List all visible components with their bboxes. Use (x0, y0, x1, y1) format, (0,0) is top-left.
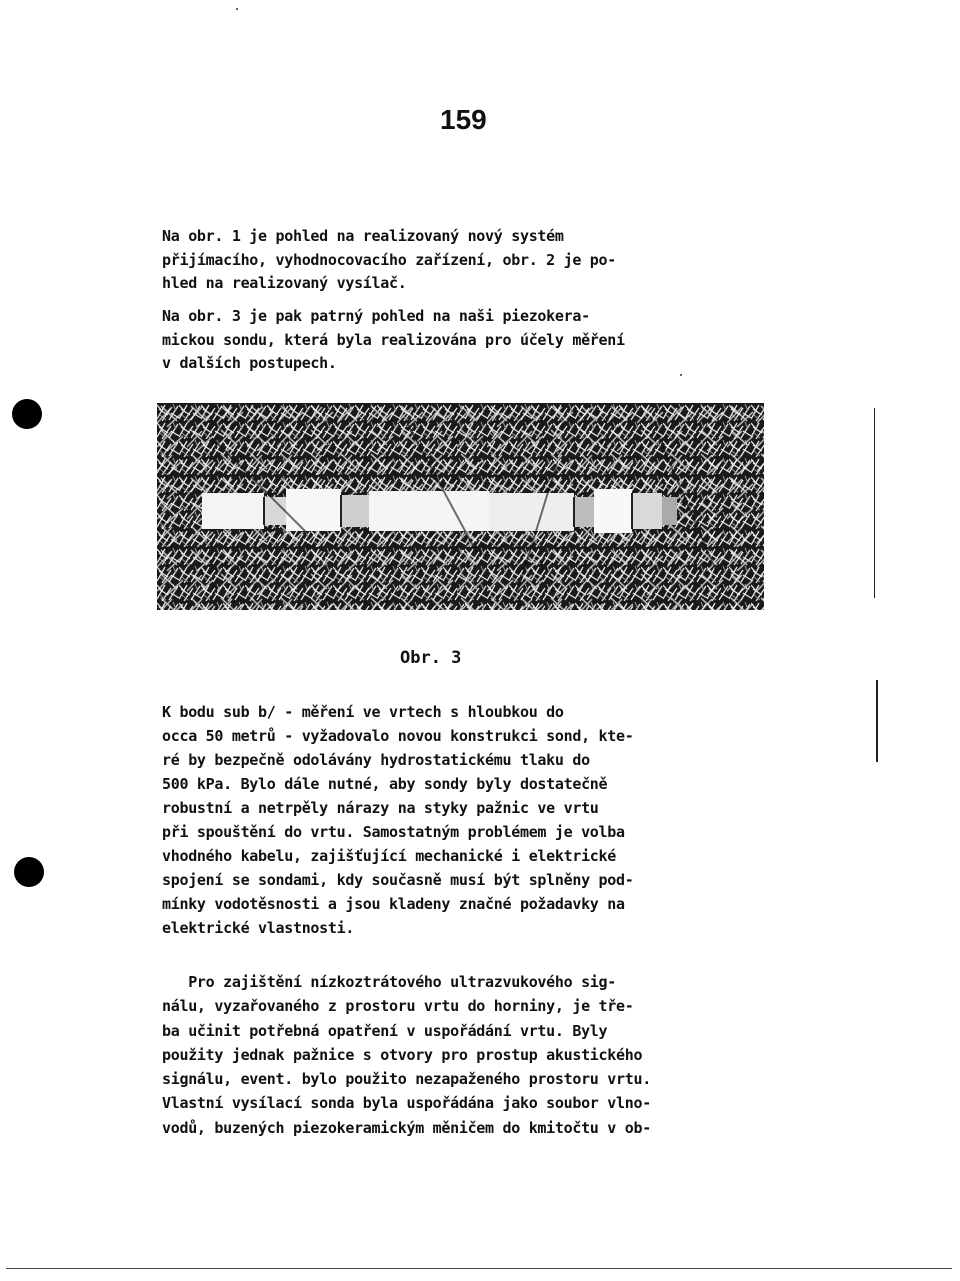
scan-margin-line (876, 680, 878, 762)
punch-hole-top (12, 399, 42, 429)
page-number: 159 (440, 104, 487, 135)
paragraph-figure-3: Na obr. 3 je pak patrný pohled na naši piezokera- mickou sondu, která byla realizována pro účely měření v dalších postupech. (162, 307, 625, 372)
paragraph-figures-1-2: Na obr. 1 je pohled na realizovaný nový systém přijímacího, vyhodnocovacího zařízení, obr. 2 je po- hled na realizovaný vysílač. (162, 227, 617, 292)
probe-photo (157, 403, 764, 610)
paragraph-ultrasound-signal: Pro zajištění nízkoztrátového ultrazvukového sig- nálu, vyzařovaného z prostoru vrtu do horniny, je tře- ba učinit potřebná opatření v uspořádání vrtu. Byly použity jednak pažnice s otvory pro prostup akustického signálu, event. bylo použito nezapaženého prostoru vrtu. Vlastní vysílací sonda byla uspořádána jako soubor vlno- vodů, buzených piezokeramickým měničem do kmitočtu v ob- (162, 973, 651, 1137)
paragraph-borehole-probes: K bodu sub b/ - měření ve vrtech s hloubkou do occa 50 metrů - vyžadovalo novou konstrukci sond, kte- ré by bezpečně odolávány hydrostatickému tlaku do 500 kPa. Bylo dále nutné, aby sondy byly dostatečně robustní a netrpěly nárazy na styky pažnic ve vrtu při spouštění do vrtu. Samostatným problémem je volba vhodného kabelu, zajišťující mechanické i elektrické spojení se sondami, kdy současně musí být splněny pod- mínky vodotěsnosti a jsou kladeny značné požadavky na elektrické vlastnosti. (162, 703, 634, 937)
scan-margin-line (874, 408, 875, 598)
scan-bottom-edge (6, 1268, 952, 1269)
scan-speck (680, 374, 682, 376)
figure-caption: Obr. 3 (400, 648, 462, 668)
scan-speck (236, 8, 238, 10)
punch-hole-bottom (14, 857, 44, 887)
